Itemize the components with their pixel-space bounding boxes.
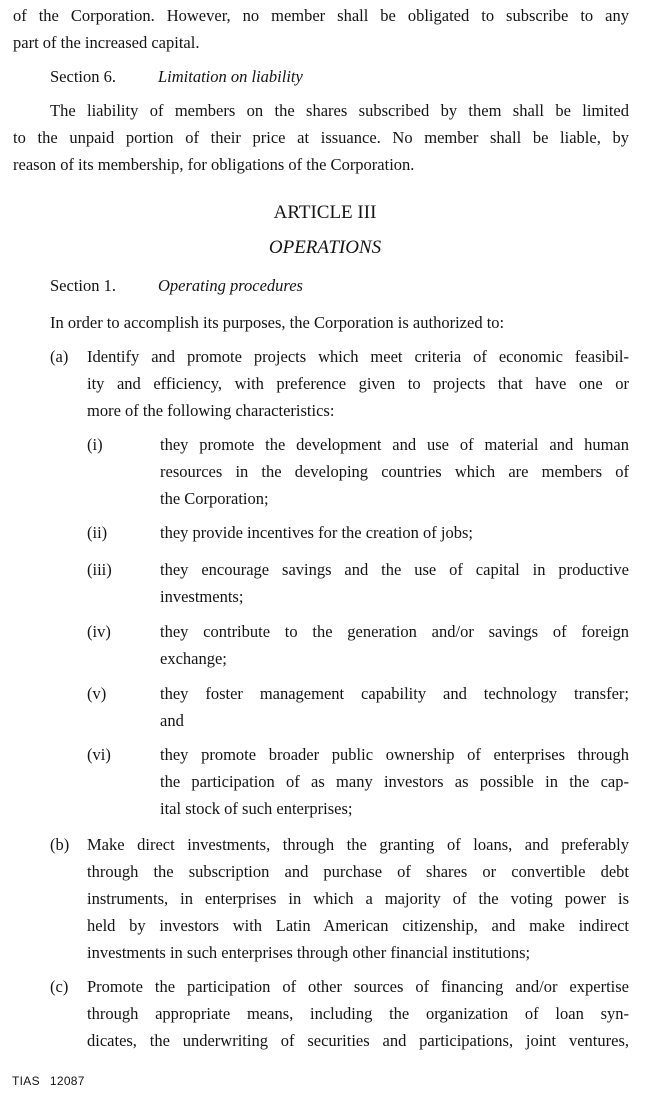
- item-b-marker: (b): [50, 835, 70, 854]
- subitem-vi-marker: (vi): [87, 745, 111, 764]
- section-6-line-1: The liability of members on the shares subscribed by them shall be limited: [50, 101, 629, 120]
- subitem-iv-line-2: exchange;: [160, 649, 227, 668]
- subitem-iii-line-2: investments;: [160, 587, 244, 606]
- item-c-line-2: through appropriate means, including the organization of loan syn-: [87, 1004, 629, 1023]
- subitem-ii-line-1: they provide incentives for the creation of jobs;: [160, 523, 473, 542]
- subitem-v-line-1: they foster management capability and technology transfer;: [160, 684, 629, 703]
- subitem-vi-line-1: they promote broader public ownership of enterprises through: [160, 745, 629, 764]
- subitem-iv-line-1: they contribute to the generation and/or savings of foreign: [160, 622, 629, 641]
- item-a-line-1: Identify and promote projects which meet criteria of economic feasibil-: [87, 347, 629, 366]
- item-b-line-5: investments in such enterprises through other financial institutions;: [87, 943, 531, 962]
- intro-line-1: of the Corporation. However, no member shall be obligated to subscribe to any: [13, 6, 629, 25]
- footer-series: TIAS: [12, 1074, 40, 1088]
- subitem-iii-marker: (iii): [87, 560, 112, 579]
- article-number: ARTICLE III: [273, 202, 377, 223]
- intro-line-2: part of the increased capital.: [13, 33, 200, 52]
- subitem-vi-line-3: ital stock of such enterprises;: [160, 799, 353, 818]
- subitem-i-line-1: they promote the development and use of material and human: [160, 435, 629, 454]
- item-a-marker: (a): [50, 347, 69, 366]
- subitem-ii-marker: (ii): [87, 523, 108, 542]
- subitem-iv-marker: (iv): [87, 622, 111, 641]
- item-b-line-1: Make direct investments, through the granting of loans, and preferably: [87, 835, 629, 854]
- section-6-label: Section 6.: [50, 67, 116, 86]
- section-1-label: Section 1.: [50, 276, 116, 295]
- article-title: OPERATIONS: [268, 237, 382, 258]
- item-c-marker: (c): [50, 977, 69, 996]
- subitem-i-line-3: the Corporation;: [160, 489, 269, 508]
- subitem-v-line-2: and: [160, 711, 184, 730]
- item-b-line-4: held by investors with Latin American citizenship, and make indirect: [87, 916, 629, 935]
- section-6-line-3: reason of its membership, for obligations of the Corporation.: [13, 155, 415, 174]
- section-6-line-2: to the unpaid portion of their price at issuance. No member shall be liable, by: [13, 128, 629, 147]
- item-a-line-2: ity and efficiency, with preference given to projects that have one or: [87, 374, 629, 393]
- item-b-line-3: instruments, in enterprises in which a majority of the voting power is: [87, 889, 629, 908]
- section-1-intro: In order to accomplish its purposes, the Corporation is authorized to:: [50, 313, 505, 332]
- subitem-vi-line-2: the participation of as many investors as possible in the cap-: [160, 772, 629, 791]
- page-footer: [12, 1074, 85, 1088]
- subitem-i-line-2: resources in the developing countries which are members of: [160, 462, 629, 481]
- item-c-line-1: Promote the participation of other sources of financing and/or expertise: [87, 977, 629, 996]
- item-c-line-3: dicates, the underwriting of securities and participations, joint ventures,: [87, 1031, 629, 1050]
- item-a-line-3: more of the following characteristics:: [87, 401, 335, 420]
- item-b-line-2: through the subscription and purchase of shares or convertible debt: [87, 862, 629, 881]
- subitem-i-marker: (i): [87, 435, 103, 454]
- section-1-title: Operating procedures: [158, 276, 303, 295]
- footer-number: 12087: [49, 1074, 85, 1088]
- subitem-v-marker: (v): [87, 684, 107, 703]
- section-6-title: Limitation on liability: [158, 67, 303, 86]
- subitem-iii-line-1: they encourage savings and the use of capital in productive: [160, 560, 629, 579]
